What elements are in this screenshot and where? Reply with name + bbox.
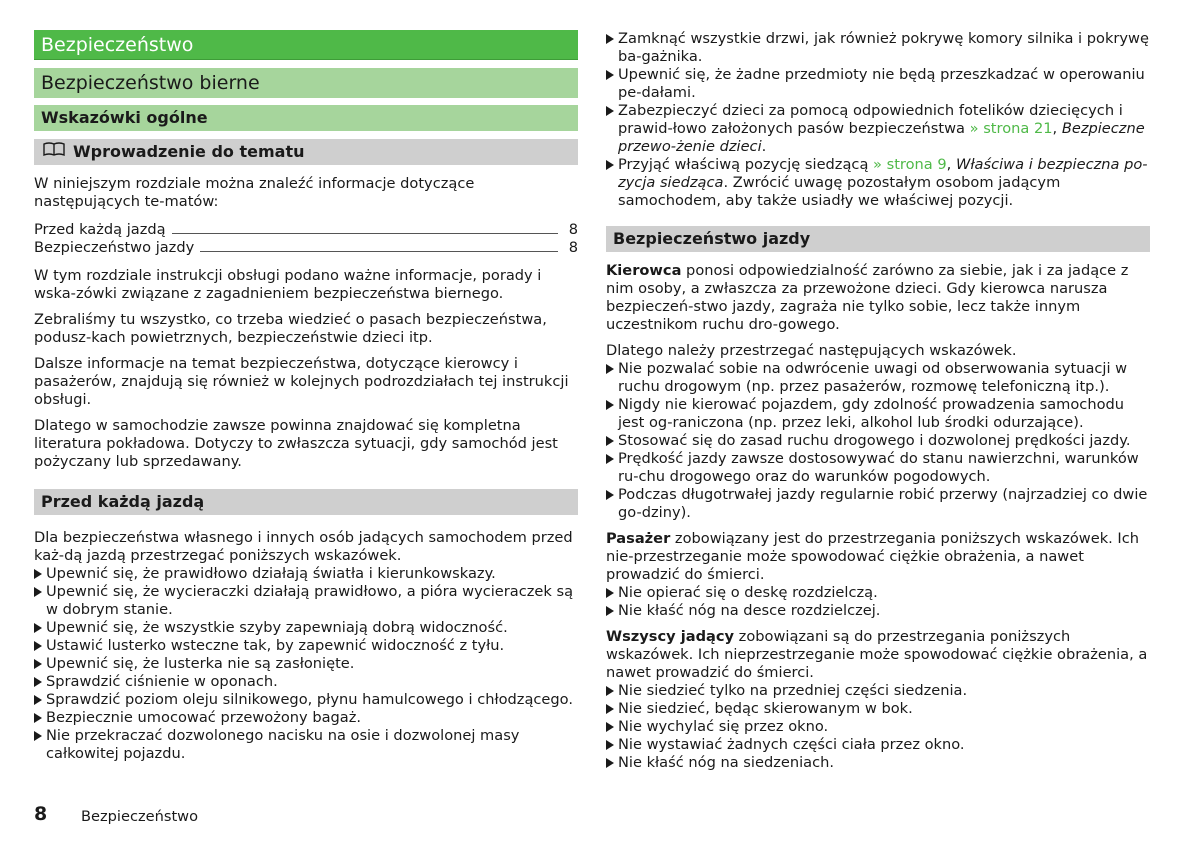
bullet-arrow-icon <box>606 454 614 464</box>
list-item <box>606 682 1150 700</box>
toc-row[interactable] <box>34 221 578 239</box>
list-item <box>606 754 1150 772</box>
toc-label: Bezpieczeństwo jazdy <box>34 239 195 256</box>
paragraph: W tym rozdziale instrukcji obsługi podano ważne informacje, porady i wska-zówki związane z zagadnieniem bezpieczeństwa biernego. <box>34 267 542 302</box>
toc-leader <box>200 251 558 252</box>
list-item-text: Upewnić się, że lusterka nie są zasłonięte. <box>46 655 355 672</box>
list-item <box>34 691 578 709</box>
list-item <box>606 396 1150 432</box>
list-item <box>606 30 1150 66</box>
before-drive-intro: Dla bezpieczeństwa własnego i innych osób jadących samochodem przed każ-dą jazdą przestrzegać poniższych wskazówek. <box>34 529 573 564</box>
passenger-label: Pasażer <box>606 530 671 547</box>
subsection-heading: Wskazówki ogólne <box>34 105 578 131</box>
list-item <box>34 565 578 583</box>
page-number: 8 <box>34 803 48 825</box>
intro-text: W niniejszym rozdziale można znaleźć informacje dotyczące następujących te-matów: <box>34 175 475 210</box>
bullet-arrow-icon <box>34 695 42 705</box>
all-occupants-text: zobowiązani są do przestrzegania poniższych wskazówek. Ich nieprzestrzeganie może spowodować ciężkie obrażenia, a nawet prowadzić do śmierci. <box>606 628 1148 681</box>
list-item <box>606 602 1150 620</box>
driver-paragraph <box>606 262 1150 334</box>
page-reference-link[interactable]: » strona 9 <box>873 156 947 173</box>
bullet-arrow-icon <box>34 641 42 651</box>
page-reference-link[interactable]: » strona 21 <box>969 120 1053 137</box>
list-item <box>606 584 1150 602</box>
list-item-text: Prędkość jazdy zawsze dostosowywać do stanu nawierzchni, warunków ru-chu drogowego oraz do warunków pogodowych. <box>618 450 1139 485</box>
toc-page: 8 <box>568 221 578 238</box>
list-item <box>34 619 578 637</box>
list-item <box>606 66 1150 102</box>
separator: , <box>946 156 956 173</box>
bullet-arrow-icon <box>606 686 614 696</box>
list-item-text: Zamknąć wszystkie drzwi, jak również pokrywę komory silnika i pokrywę ba-gażnika. <box>618 30 1149 65</box>
section-heading-before-drive: Przed każdą jazdą <box>34 489 578 515</box>
intro-box-heading <box>34 139 578 165</box>
list-item-text: Nie kłaść nóg na desce rozdzielczej. <box>618 602 881 619</box>
bullet-arrow-icon <box>34 677 42 687</box>
bullet-arrow-icon <box>606 758 614 768</box>
right-column <box>606 30 1150 772</box>
before-drive-list <box>34 565 578 763</box>
list-item <box>606 360 1150 396</box>
bullet-arrow-icon <box>606 490 614 500</box>
bullet-arrow-icon <box>606 70 614 80</box>
list-item-text: Zabezpieczyć dzieci za pomocą odpowiednich fotelików dziecięcych i prawid-łowo założonych pasów bezpieczeństwa <box>618 102 1123 137</box>
bullet-arrow-icon <box>34 659 42 669</box>
list-item-text: Upewnić się, że żadne przedmioty nie będą przeszkadzać w operowaniu pe-dałami. <box>618 66 1145 101</box>
list-item-text: Nie wychylać się przez okno. <box>618 718 829 735</box>
bullet-arrow-icon <box>606 588 614 598</box>
footer-section-title: Bezpieczeństwo <box>81 808 199 825</box>
list-item-text: . Zwrócić uwagę pozostałym osobom jadącym samochodem, aby także usiadły we właściwej pozycji. <box>618 174 1061 209</box>
reference-title: Bezpieczne przewo-żenie dzieci <box>618 120 1145 155</box>
list-item <box>606 156 1150 210</box>
chapter-heading: Bezpieczeństwo <box>34 30 578 60</box>
bullet-arrow-icon <box>34 713 42 723</box>
list-item <box>34 583 578 619</box>
driver-label: Kierowca <box>606 262 682 279</box>
bullet-arrow-icon <box>606 722 614 732</box>
list-item-text: Nie pozwalać sobie na odwrócenie uwagi od obserwowania sytuacji w ruchu drogowym (np. przez pasażerów, rozmowę telefoniczną itp.). <box>618 360 1128 395</box>
list-item <box>606 102 1150 156</box>
list-item <box>606 432 1150 450</box>
list-item-text: . <box>761 138 767 155</box>
bullet-arrow-icon <box>606 400 614 410</box>
toc-row[interactable] <box>34 239 578 257</box>
separator: , <box>1052 120 1062 137</box>
section-heading-driving-safety: Bezpieczeństwo jazdy <box>606 226 1150 252</box>
intro-box-title: Wprowadzenie do tematu <box>73 142 305 161</box>
list-item-text: Upewnić się, że wszystkie szyby zapewniają dobrą widoczność. <box>46 619 508 636</box>
paragraph: Zebraliśmy tu wszystko, co trzeba wiedzieć o pasach bezpieczeństwa, podusz-kach powietrznych, bezpieczeństwie dzieci itp. <box>34 311 547 346</box>
list-item-text: Ustawić lusterko wsteczne tak, by zapewnić widoczność z tyłu. <box>46 637 505 654</box>
toc-list <box>34 221 578 257</box>
bullet-arrow-icon <box>34 569 42 579</box>
paragraph: Dlatego w samochodzie zawsze powinna znajdować się kompletna literatura pokładowa. Dotyczy to zwłaszcza sytuacji, gdy samochód jest pożyczany lub sprzedawany. <box>34 417 558 470</box>
passenger-text: zobowiązany jest do przestrzegania poniższych wskazówek. Ich nie-przestrzeganie może spowodować ciężkie obrażenia, a nawet prowadzić do śmierci. <box>606 530 1140 583</box>
list-item-text: Stosować się do zasad ruchu drogowego i dozwolonej prędkości jazdy. <box>618 432 1131 449</box>
guidelines-lead: Dlatego należy przestrzegać następujących wskazówek. <box>606 342 1017 359</box>
bullet-arrow-icon <box>606 436 614 446</box>
list-item <box>34 673 578 691</box>
all-occupants-paragraph <box>606 628 1150 682</box>
list-item-text: Nie wystawiać żadnych części ciała przez okno. <box>618 736 965 753</box>
passenger-list <box>606 584 1150 620</box>
paragraph: Dalsze informacje na temat bezpieczeństwa, dotyczące kierowcy i pasażerów, znajdują się również w kolejnych podrozdziałach tej instrukcji obsługi. <box>34 355 569 408</box>
list-item <box>606 450 1150 486</box>
passenger-paragraph <box>606 530 1150 584</box>
left-column <box>34 30 578 763</box>
list-item <box>606 700 1150 718</box>
list-item-text: Upewnić się, że wycieraczki działają prawidłowo, a pióra wycieraczek są w dobrym stanie. <box>46 583 574 618</box>
list-item-text: Upewnić się, że prawidłowo działają światła i kierunkowskazy. <box>46 565 496 582</box>
bullet-arrow-icon <box>606 364 614 374</box>
list-item-text: Nigdy nie kierować pojazdem, gdy zdolność prowadzenia samochodu jest og-raniczona (np. przez leki, alkohol lub środki odurzające). <box>618 396 1125 431</box>
before-drive-list-continued <box>606 30 1150 210</box>
bullet-arrow-icon <box>606 740 614 750</box>
list-item-text: Nie siedzieć tylko na przedniej części siedzenia. <box>618 682 968 699</box>
list-item <box>606 718 1150 736</box>
all-occupants-label: Wszyscy jadący <box>606 628 735 645</box>
bullet-arrow-icon <box>606 704 614 714</box>
bullet-arrow-icon <box>34 623 42 633</box>
bullet-arrow-icon <box>34 587 42 597</box>
list-item-text: Podczas długotrwałej jazdy regularnie robić przerwy (najrzadziej co dwie go-dziny). <box>618 486 1148 521</box>
list-item-text: Nie siedzieć, będąc skierowanym w bok. <box>618 700 913 717</box>
list-item-text: Przyjąć właściwą pozycję siedzącą <box>618 156 874 173</box>
list-item-text: Sprawdzić poziom oleju silnikowego, płynu hamulcowego i chłodzącego. <box>46 691 573 708</box>
list-item <box>34 709 578 727</box>
list-item <box>34 655 578 673</box>
list-item-text: Nie opierać się o deskę rozdzielczą. <box>618 584 878 601</box>
list-item-text: Bezpiecznie umocować przewożony bagaż. <box>46 709 362 726</box>
list-item-text: Sprawdzić ciśnienie w oponach. <box>46 673 278 690</box>
bullet-arrow-icon <box>34 731 42 741</box>
driver-text: ponosi odpowiedzialność zarówno za siebie, jak i za jadące z nim osoby, a zwłaszcza za przewożone dzieci. Gdy kierowca narusza bezpieczeń-stwo jazdy, zagraża nie tylko sobie, lecz także innym uczestnikom ruchu dro-gowego. <box>606 262 1129 333</box>
list-item <box>34 637 578 655</box>
list-item-text: Nie kłaść nóg na siedzeniach. <box>618 754 835 771</box>
book-icon <box>43 138 65 164</box>
driver-list <box>606 360 1150 522</box>
list-item <box>606 486 1150 522</box>
list-item-text: Nie przekraczać dozwolonego nacisku na osie i dozwolonej masy całkowitej pojazdu. <box>46 727 520 762</box>
bullet-arrow-icon <box>606 106 614 116</box>
toc-page: 8 <box>568 239 578 256</box>
section-heading: Bezpieczeństwo bierne <box>34 68 578 98</box>
bullet-arrow-icon <box>606 34 614 44</box>
list-item <box>606 736 1150 754</box>
reference-title: Właściwa i bezpieczna po-zycja siedząca <box>618 156 1148 191</box>
toc-leader <box>172 233 558 234</box>
toc-label: Przed każdą jazdą <box>34 221 166 238</box>
bullet-arrow-icon <box>606 160 614 170</box>
list-item <box>34 727 578 763</box>
all-occupants-list <box>606 682 1150 772</box>
bullet-arrow-icon <box>606 606 614 616</box>
